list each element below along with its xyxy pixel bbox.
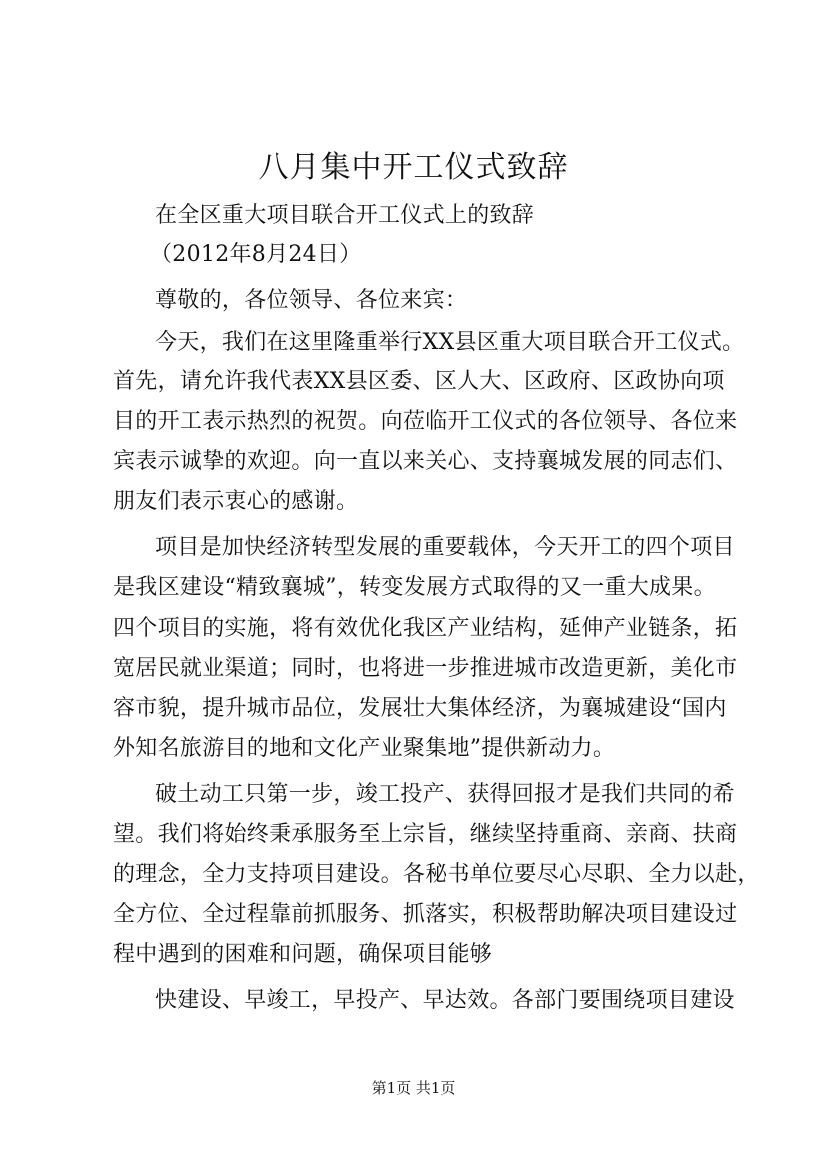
- paragraph2-line-3: 四个项目的实施，将有效优化我区产业结构，延伸产业链条，拓: [113, 616, 738, 641]
- paragraph1-line-3: 目的开工表示热烈的祝贺。向莅临开工仪式的各位领导、各位来: [113, 409, 738, 434]
- salutation-line: 尊敬的，各位领导、各位来宾：: [155, 288, 468, 313]
- paragraph4-line-1: 快建设、早竣工，早投产、早达效。各部门要围绕项目建设: [155, 988, 735, 1013]
- page-number-footer: 第1页 共1页: [371, 1079, 456, 1097]
- document-title: 八月集中开工仪式致辞: [258, 150, 569, 185]
- paragraph3-line-1: 破土动工只第一步，竣工投产、获得回报才是我们共同的希: [155, 782, 735, 807]
- paragraph1-line-2: 首先，请允许我代表XX县区委、区人大、区政府、区政协向项: [113, 369, 725, 394]
- paragraph2-line-2: 是我区建设“精致襄城”，转变发展方式取得的又一重大成果。: [113, 575, 716, 600]
- paragraph3-line-2: 望。我们将始终秉承服务至上宗旨，继续坚持重商、亲商、扶商: [113, 822, 738, 847]
- paragraph1-line-4: 宾表示诚挚的欢迎。向一直以来关心、支持襄城发展的同志们、: [113, 449, 738, 474]
- subtitle-line: 在全区重大项目联合开工仪式上的致辞: [155, 203, 535, 228]
- paragraph2-line-4: 宽居民就业渠道；同时，也将进一步推进城市改造更新，美化市: [113, 656, 738, 681]
- date-line: （2012年8月24日）: [150, 242, 362, 267]
- paragraph2-line-1: 项目是加快经济转型发展的重要载体，今天开工的四个项目: [155, 535, 735, 560]
- paragraph3-line-3: 的理念，全力支持项目建设。各秘书单位要尽心尽职、全力以赴，: [113, 862, 760, 887]
- paragraph2-line-5: 容市貌，提升城市品位，发展壮大集体经济，为襄城建设“国内: [113, 696, 727, 721]
- paragraph3-line-4: 全方位、全过程靠前抓服务、抓落实，积极帮助解决项目建设过: [113, 902, 738, 927]
- paragraph2-line-6: 外知名旅游目的地和文化产业聚集地”提供新动力。: [113, 736, 616, 761]
- paragraph1-line-5: 朋友们表示衷心的感谢。: [113, 489, 359, 514]
- paragraph3-line-5: 程中遇到的困难和问题，确保项目能够: [113, 942, 493, 967]
- paragraph1-line-1: 今天，我们在这里隆重举行XX县区重大项目联合开工仪式。: [155, 330, 745, 355]
